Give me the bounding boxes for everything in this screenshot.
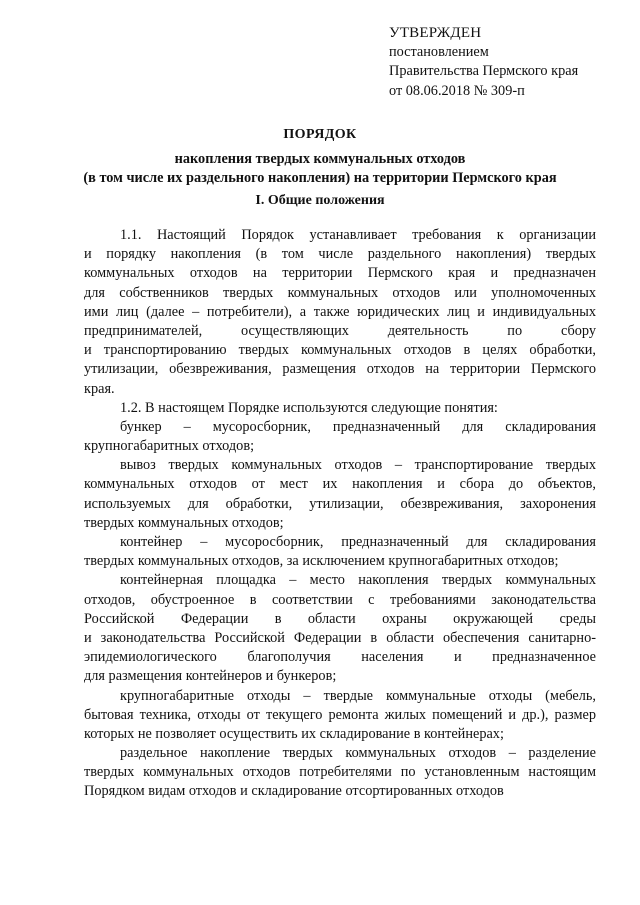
paragraph-line: утилизации, обезвреживания, размещения отходов на территории Пермского: [84, 361, 596, 378]
paragraph-line: Порядком видам отходов и складирование отсортированных отходов: [84, 783, 504, 800]
paragraph-line: коммунальных отходов от мест их накопления и сбора до объектов,: [84, 476, 596, 493]
document-body: [84, 226, 596, 802]
paragraph: [84, 399, 596, 418]
paragraph-line: твердых коммунальных отходов;: [84, 514, 284, 531]
approval-title: УТВЕРЖДЕН: [389, 25, 482, 41]
paragraph: [84, 744, 596, 802]
paragraph-line: и транспортированию твердых коммунальных отходов в целях обработки,: [84, 342, 596, 359]
paragraph-line: контейнер – мусоросборник, предназначенный для складирования: [120, 534, 596, 550]
paragraph-line: для размещения контейнеров и бункеров;: [84, 668, 337, 685]
approval-line: постановлением: [389, 44, 489, 61]
paragraph-line: предпринимателей, осуществляющих деятельность по сбору: [84, 322, 596, 339]
approval-stamp: [389, 24, 578, 101]
paragraph-line: вывоз твердых коммунальных отходов – транспортирование твердых: [120, 457, 596, 474]
paragraph: [84, 418, 596, 456]
paragraph-line: контейнерная площадка – место накопления твердых коммунальных: [120, 572, 596, 589]
paragraph-line: твердых коммунальных отходов потребителями по установленным настоящим: [84, 764, 596, 781]
approval-line: от 08.06.2018 № 309-п: [389, 82, 525, 99]
paragraph-line: для собственников твердых коммунальных отходов или уполномоченных: [84, 284, 596, 301]
paragraph-line: 1.1. Настоящий Порядок устанавливает требования к организации: [120, 227, 596, 243]
document-title: ПОРЯДОК: [283, 127, 357, 142]
paragraph-line: эпидемиологического благополучия населения и предназначенное: [84, 649, 596, 666]
paragraph-line: и порядку накопления (в том числе раздельного накопления) твердых: [84, 246, 596, 263]
paragraph: [84, 687, 596, 745]
paragraph-line: используемых для обработки, утилизации, обезвреживания, захоронения: [84, 495, 596, 512]
paragraph: [84, 571, 596, 686]
paragraph-line: коммунальных отходов на территории Пермского края и предназначен: [84, 265, 596, 282]
paragraph-line: ими лиц (далее – потребители), а также юридических лиц и индивидуальных: [84, 303, 596, 320]
paragraph-line: и законодательства Российской Федерации в области обеспечения санитарно-: [84, 629, 596, 646]
paragraph-line: края.: [84, 380, 115, 397]
paragraph-line: крупногабаритных отходов;: [84, 438, 255, 455]
approval-line: Правительства Пермского края: [389, 63, 579, 80]
paragraph-line: 1.2. В настоящем Порядке используются следующие понятия:: [120, 399, 498, 416]
paragraph-line: бункер – мусоросборник, предназначенный для складирования: [120, 418, 596, 435]
paragraph-line: твердых коммунальных отходов, за исключением крупногабаритных отходов;: [84, 553, 559, 570]
section-heading: I. Общие положения: [255, 193, 385, 208]
paragraph: [84, 456, 596, 533]
paragraph-line: бытовая техника, отходы от текущего ремонта жилых помещений и др.), размер: [84, 706, 596, 723]
paragraph-line: отходов, обустроенное в соответствии с требованиями законодательства: [84, 591, 596, 608]
paragraph: [84, 226, 596, 399]
paragraph-line: которых не позволяет осуществить их складирование в контейнерах;: [84, 725, 504, 742]
subtitle-line: (в том числе их раздельного накопления) на территории Пермского края: [83, 170, 557, 187]
paragraph: [84, 533, 596, 571]
paragraph-line: крупногабаритные отходы – твердые коммунальные отходы (мебель,: [120, 687, 596, 704]
subtitle-line: накопления твердых коммунальных отходов: [174, 151, 466, 167]
document-subtitle: [0, 150, 640, 188]
paragraph-line: раздельное накопление твердых коммунальных отходов – разделение: [120, 745, 596, 762]
paragraph-line: Российской Федерации в области охраны окружающей среды: [84, 610, 596, 627]
